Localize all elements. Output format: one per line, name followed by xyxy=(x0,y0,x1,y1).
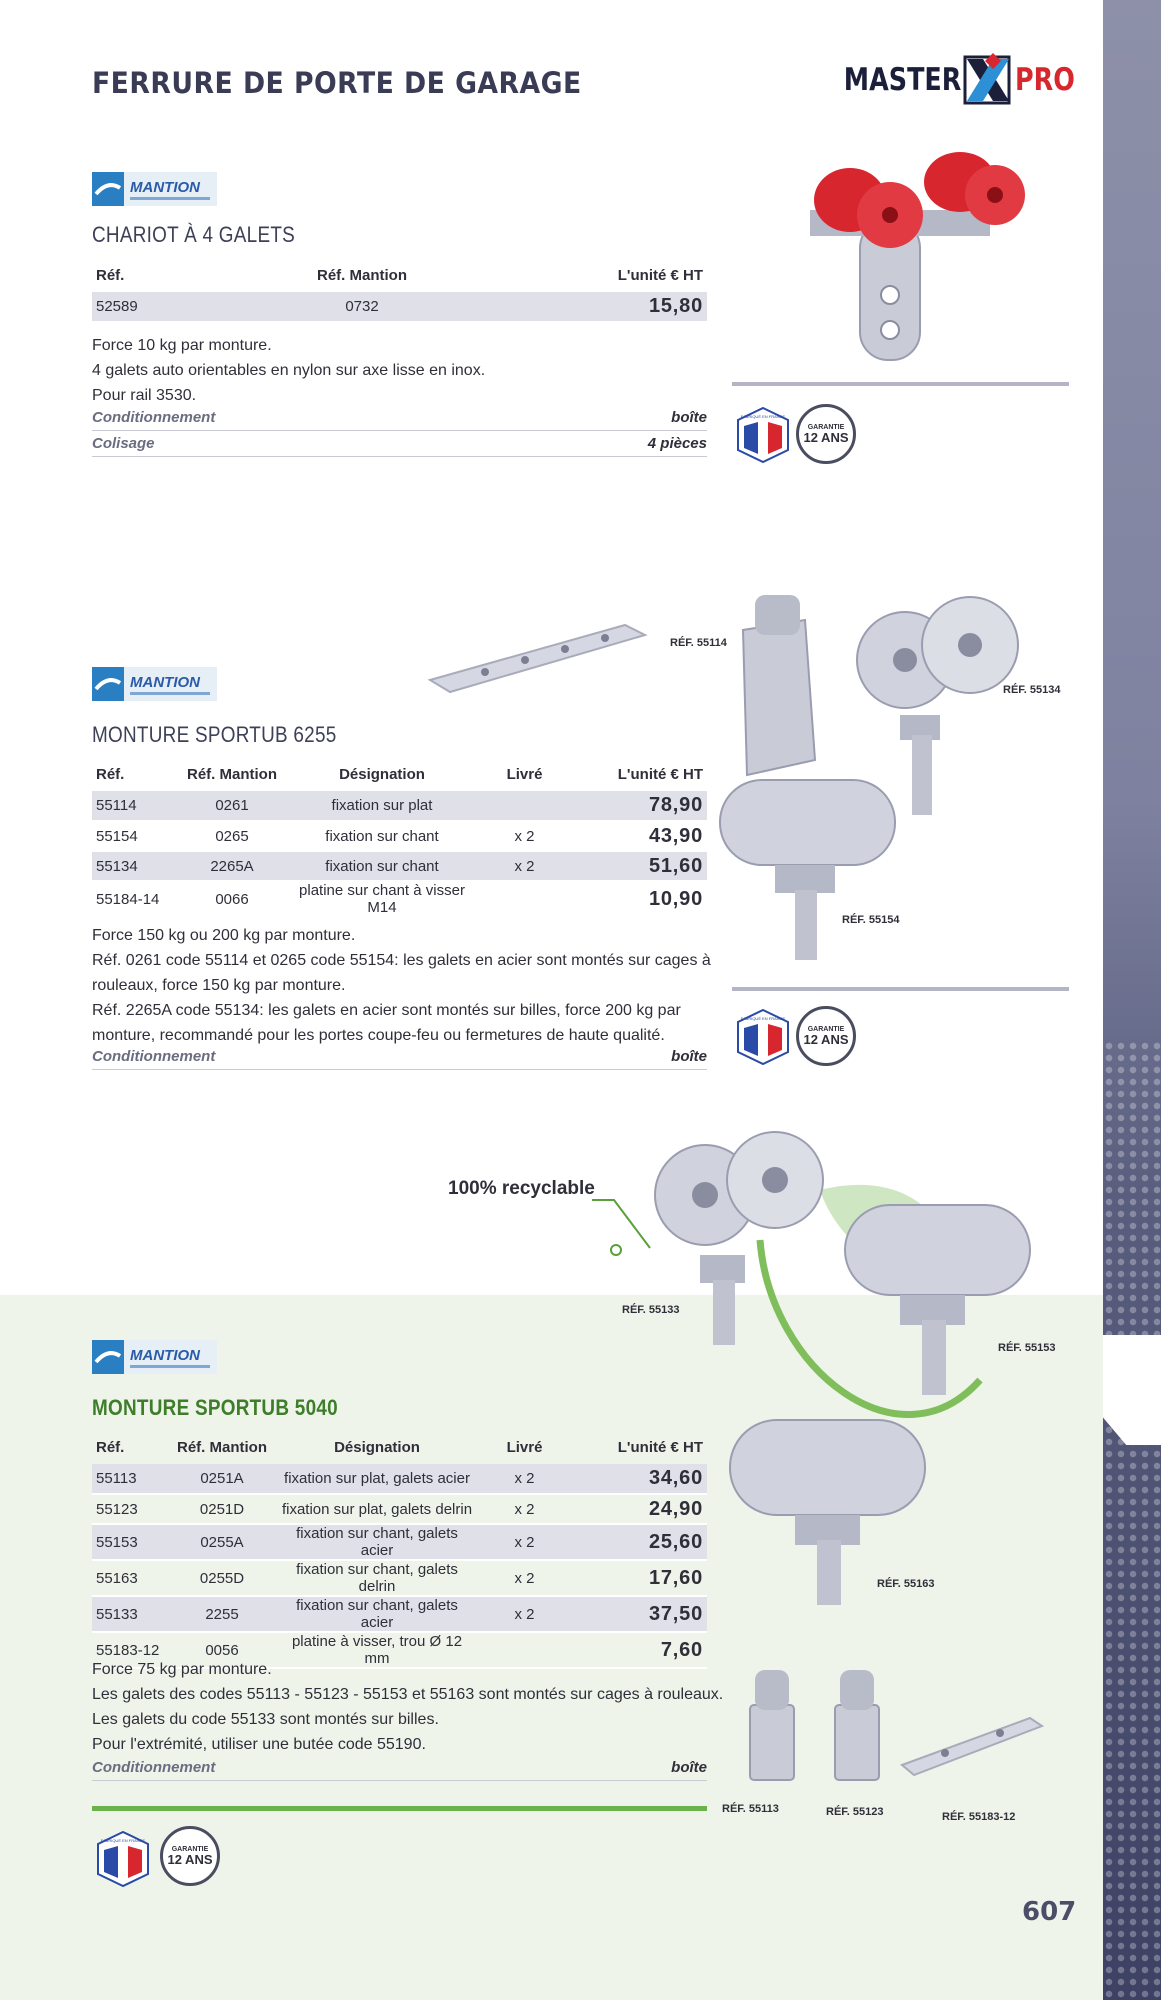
col-ref-mantion: Réf. Mantion xyxy=(187,765,277,783)
cell-designation: platine à visser, trou Ø 12 mm xyxy=(277,1632,477,1668)
ref-label: RÉF. 55153 xyxy=(998,1342,1056,1354)
cell-ref: 55113 xyxy=(92,1464,167,1494)
cell-livre: x 2 xyxy=(477,851,572,881)
desc-line: Réf. 2265A code 55134: les galets en acier sont montés sur billes, force 200 kg par xyxy=(92,1002,681,1019)
cell-livre xyxy=(477,791,572,821)
cell-ref-mantion: 2265A xyxy=(177,851,287,881)
cell-ref: 52589 xyxy=(92,292,252,322)
cell-price: 37,50 xyxy=(572,1596,707,1632)
section3-description xyxy=(92,1657,723,1757)
ref-55183-12-image xyxy=(900,1710,1045,1780)
section2-title: MONTURE SPORTUB 6255 xyxy=(92,722,337,747)
cell-ref-mantion: 2255 xyxy=(167,1596,277,1632)
cell-ref-mantion: 0251A xyxy=(167,1464,277,1494)
col-designation: Désignation xyxy=(334,1438,420,1456)
cell-designation: fixation sur plat, galets delrin xyxy=(277,1494,477,1524)
green-divider xyxy=(92,1806,707,1811)
cell-designation: fixation sur chant, galets acier xyxy=(277,1596,477,1632)
desc-line: monture, recommandé pour les portes coupe-feu ou fermetures de haute qualité. xyxy=(92,1027,665,1044)
col-livre: Livré xyxy=(506,1438,543,1456)
cell-ref: 55184-14 xyxy=(92,881,177,917)
page-number: 607 xyxy=(1022,1897,1077,1927)
table-row xyxy=(92,1560,707,1596)
cell-price: 7,60 xyxy=(572,1632,707,1668)
mantion-brand-logo xyxy=(92,170,217,208)
cell-designation: fixation sur plat xyxy=(287,791,477,821)
cell-livre: x 2 xyxy=(477,821,572,851)
logo-text-master: MASTER xyxy=(843,62,962,98)
svg-text:FABRIQUÉ EN FRANCE: FABRIQUÉ EN FRANCE xyxy=(740,1016,786,1021)
svg-text:MANTION: MANTION xyxy=(130,674,200,691)
ref-55114-image xyxy=(735,590,820,780)
cell-ref: 55153 xyxy=(92,1524,167,1560)
desc-line: Force 150 kg ou 200 kg par monture. xyxy=(92,927,356,944)
col-ref-mantion: Réf. Mantion xyxy=(317,266,407,284)
cell-ref: 55114 xyxy=(92,791,177,821)
cell-price: 78,90 xyxy=(572,791,707,821)
cell-price: 25,60 xyxy=(572,1524,707,1560)
desc-line: Les galets du code 55133 sont montés sur billes. xyxy=(92,1711,439,1728)
section2-table xyxy=(92,757,707,918)
cell-designation: platine sur chant à visser M14 xyxy=(287,881,477,917)
table-header-row xyxy=(92,1430,707,1464)
chariot-4-galets-image xyxy=(760,140,1060,370)
divider xyxy=(732,987,1069,991)
conditionnement-row xyxy=(92,405,707,431)
col-ref: Réf. xyxy=(96,1438,125,1456)
cell-designation: fixation sur chant, galets acier xyxy=(277,1524,477,1560)
desc-line: rouleaux, force 150 kg par monture. xyxy=(92,977,346,994)
conditionnement-row xyxy=(92,1044,707,1070)
col-price: L'unité € HT xyxy=(617,266,703,284)
cond-label: Conditionnement xyxy=(92,409,216,426)
cell-price: 17,60 xyxy=(572,1560,707,1596)
page-title: FERRURE DE PORTE DE GARAGE xyxy=(92,66,582,100)
desc-line: Les galets des codes 55113 - 55123 - 55153 et 55163 sont montés sur cages à rouleaux. xyxy=(92,1686,724,1703)
table-row xyxy=(92,851,707,881)
made-in-france-icon xyxy=(96,1830,150,1888)
section1-title: CHARIOT À 4 GALETS xyxy=(92,222,296,247)
cell-ref-mantion: 0066 xyxy=(177,881,287,917)
cond-label: Conditionnement xyxy=(92,1759,216,1776)
brand-name: MANTION xyxy=(130,179,200,196)
mantion-brand-logo xyxy=(92,1338,217,1376)
desc-line: 4 galets auto orientables en nylon sur axe lisse en inox. xyxy=(92,362,486,379)
table-row xyxy=(92,1524,707,1560)
cell-ref: 55133 xyxy=(92,1596,167,1632)
platine-image xyxy=(425,610,650,695)
cond-value: boîte xyxy=(671,1759,707,1776)
cell-designation: fixation sur chant xyxy=(287,821,477,851)
cell-ref-mantion: 0265 xyxy=(177,821,287,851)
cond-value: boîte xyxy=(671,1048,707,1065)
masterpro-logo xyxy=(818,52,1088,108)
dot-pattern xyxy=(1103,1040,1161,2000)
guarantee-years: 12 ANS xyxy=(803,430,849,445)
table-header-row xyxy=(92,258,707,292)
desc-line: Force 75 kg par monture. xyxy=(92,1661,272,1678)
ref-label: RÉF. 55134 xyxy=(1003,684,1061,696)
cell-livre: x 2 xyxy=(477,1494,572,1524)
cell-livre: x 2 xyxy=(477,1596,572,1632)
col-price: L'unité € HT xyxy=(617,1438,703,1456)
star-logo-icon xyxy=(963,53,1013,107)
side-decoration xyxy=(1103,0,1161,2000)
section1-table xyxy=(92,258,707,323)
mantion-brand-logo xyxy=(92,665,217,703)
col-livre: Livré xyxy=(506,765,543,783)
desc-line: Pour l'extrémité, utiliser une butée code 55190. xyxy=(92,1736,426,1753)
section2-description xyxy=(92,923,711,1048)
desc-line: Pour rail 3530. xyxy=(92,387,197,404)
cell-ref-mantion: 0732 xyxy=(252,292,472,322)
colisage-value: 4 pièces xyxy=(647,435,707,452)
cell-price: 10,90 xyxy=(572,881,707,917)
ref-55153-image xyxy=(840,1190,1035,1400)
made-in-france-icon xyxy=(736,406,790,464)
guarantee-badge xyxy=(796,1006,856,1066)
cell-price: 24,90 xyxy=(572,1494,707,1524)
table-row xyxy=(92,791,707,821)
ref-55113-image xyxy=(745,1665,800,1785)
section1-description xyxy=(92,333,485,408)
guarantee-years: 12 ANS xyxy=(167,1852,213,1867)
colisage-row xyxy=(92,431,707,457)
ref-label: RÉF. 55163 xyxy=(877,1578,935,1590)
section3-title: MONTURE SPORTUB 5040 xyxy=(92,1395,338,1420)
desc-line: Réf. 0261 code 55114 et 0265 code 55154: les galets en acier sont montés sur cages à xyxy=(92,952,711,969)
cond-label: Conditionnement xyxy=(92,1048,216,1065)
conditionnement-row xyxy=(92,1755,707,1781)
table-row xyxy=(92,1464,707,1494)
table-row xyxy=(92,1596,707,1632)
cell-livre: x 2 xyxy=(477,1560,572,1596)
col-ref: Réf. xyxy=(96,765,125,783)
svg-text:FABRIQUÉ EN FRANCE: FABRIQUÉ EN FRANCE xyxy=(740,414,786,419)
logo-text-pro: PRO xyxy=(1015,62,1076,98)
table-row xyxy=(92,292,707,322)
cell-ref-mantion: 0251D xyxy=(167,1494,277,1524)
desc-line: Force 10 kg par monture. xyxy=(92,337,272,354)
cell-designation: fixation sur chant xyxy=(287,851,477,881)
ref-label: RÉF. 55133 xyxy=(622,1304,680,1316)
cell-ref: 55183-12 xyxy=(92,1632,167,1668)
made-in-france-icon xyxy=(736,1008,790,1066)
divider xyxy=(732,382,1069,386)
col-designation: Désignation xyxy=(339,765,425,783)
cell-ref: 55134 xyxy=(92,851,177,881)
cell-livre: x 2 xyxy=(477,1464,572,1494)
guarantee-top: GARANTIE xyxy=(807,424,845,431)
cell-designation: fixation sur chant, galets delrin xyxy=(277,1560,477,1596)
guarantee-badge xyxy=(796,404,856,464)
recyclable-label: 100% recyclable xyxy=(448,1178,595,1199)
cell-price: 51,60 xyxy=(572,851,707,881)
cell-price: 43,90 xyxy=(572,821,707,851)
col-ref: Réf. xyxy=(96,266,125,284)
cell-ref: 55123 xyxy=(92,1494,167,1524)
col-ref-mantion: Réf. Mantion xyxy=(177,1438,267,1456)
ref-label: RÉF. 55154 xyxy=(842,914,900,926)
guarantee-top: GARANTIE xyxy=(807,1026,845,1033)
col-price: L'unité € HT xyxy=(617,765,703,783)
cell-ref-mantion: 0261 xyxy=(177,791,287,821)
cell-designation: fixation sur plat, galets acier xyxy=(277,1464,477,1494)
guarantee-badge xyxy=(160,1826,220,1886)
cond-value: boîte xyxy=(671,409,707,426)
cell-ref: 55154 xyxy=(92,821,177,851)
table-row xyxy=(92,881,707,917)
cell-ref-mantion: 0255A xyxy=(167,1524,277,1560)
cell-ref: 55163 xyxy=(92,1560,167,1596)
svg-text:MANTION: MANTION xyxy=(130,1347,200,1364)
ref-label: RÉF. 55113 xyxy=(722,1803,779,1815)
guarantee-top: GARANTIE xyxy=(171,1846,209,1853)
cell-price: 34,60 xyxy=(572,1464,707,1494)
colisage-label: Colisage xyxy=(92,435,155,452)
ref-label: RÉF. 55183-12 xyxy=(942,1811,1016,1823)
ref-label: RÉF. 55123 xyxy=(826,1806,884,1818)
ref-label: RÉF. 55114 xyxy=(670,637,727,649)
table-row xyxy=(92,821,707,851)
cell-ref-mantion: 0255D xyxy=(167,1560,277,1596)
section3-table xyxy=(92,1430,707,1669)
table-header-row xyxy=(92,757,707,791)
cell-price: 15,80 xyxy=(472,292,707,322)
svg-text:FABRIQUÉ EN FRANCE: FABRIQUÉ EN FRANCE xyxy=(100,1838,146,1843)
table-row xyxy=(92,1494,707,1524)
cell-livre xyxy=(477,881,572,917)
ref-55154-image xyxy=(715,770,900,965)
guarantee-years: 12 ANS xyxy=(803,1032,849,1047)
ref-55123-image xyxy=(830,1665,885,1785)
cell-ref-mantion: 0056 xyxy=(167,1632,277,1668)
cell-livre: x 2 xyxy=(477,1524,572,1560)
